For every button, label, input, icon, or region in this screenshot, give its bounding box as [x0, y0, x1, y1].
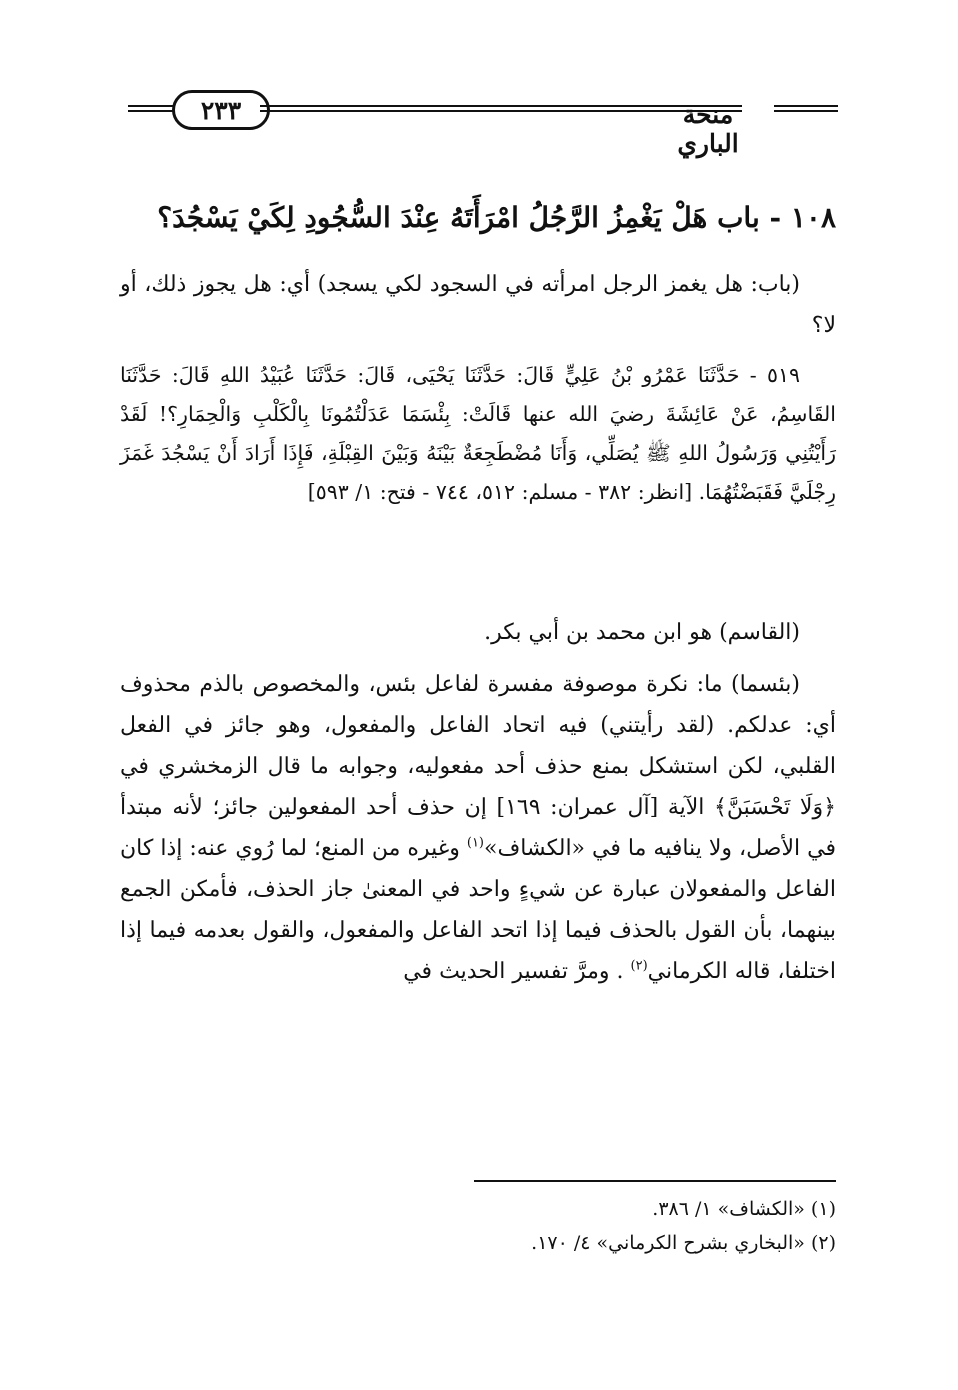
page-header [128, 90, 838, 158]
chapter-title: ١٠٨ - باب هَلْ يَغْمِزُ الرَّجُلُ امْرَأَتَهُ عِنْدَ السُّجُودِ لِكَيْ يَسْجُدَ؟ [157, 201, 836, 234]
footnote-marker-2[interactable]: (٢) [630, 958, 648, 974]
footnote-marker-1[interactable]: (١) [466, 835, 484, 851]
commentary-paragraph-1: (باب: هل يغمز الرجل امرأته في السجود لكي يسجد) أي: هل يجوز ذلك، أو لا؟ [120, 272, 836, 338]
header-rule-left [128, 105, 174, 112]
footnotes [400, 1192, 836, 1260]
footnote-2: (٢) «البخاري بشرح الكرماني» ٤/ ١٧٠. [531, 1232, 836, 1254]
page-number: ٢٣٣ [172, 90, 270, 130]
hadith-text: ٥١٩ - حَدَّثَنَا عَمْرُو بْنُ عَلِيٍّ قَالَ: حَدَّثَنَا يَحْيَى، قَالَ: حَدَّثَنَا عُبَيْدُ اللهِ قَالَ: حَدَّثَنَا القَاسِمُ، عَنْ عَائِشَةَ رضيَ الله عنها قَالَتْ: بِئْسَمَا عَدَلْتُمُونَا بِالْكَلْبِ وَالْحِمَارِ؟! لَقَدْ رَأَيْتُنِي وَرَسُولُ اللهِ ﷺ يُصَلِّي، وَأَنَا مُضْطَجِعَةٌ بَيْنَهُ وَبَيْنَ القِبْلَةِ، فَإِذَا أَرَادَ أَنْ يَسْجُدَ غَمَزَ رِجْلَيَّ فَقَبَضْتُهُمَا. [انظر: ٣٨٢ - مسلم: ٥١٢، ٧٤٤ - فتح: ١/ ٥٩٣] [120, 363, 836, 504]
commentary-paragraph-3 [120, 664, 836, 992]
header-rule-right [774, 105, 838, 112]
commentary-paragraph-2: (القاسم) هو ابن محمد بن أبي بكر. [484, 620, 800, 645]
paragraph-3-part-c: . ومرَّ تفسير الحديث في [403, 959, 631, 984]
paragraph-3-part-a: (بئسما) ما: نكرة موصوفة مفسرة لفاعل بئس، والمخصوص بالذم محذوف أي: عدلكم. (لقد رأيتني) فيه اتحاد الفاعل والمفعول، وهو جائز في الفعل القلبي، لكن استشكل بمنع حذف أحد مفعوليه، وجوابه ما قال الزمخشري في ﴿وَلَا تَحْسَبَنَّ﴾ الآية [آل عمران: ١٦٩] إن حذف أحد المفعولين جائز؛ لأنه مبتدأ في الأصل، ولا ينافيه ما في «الكشاف» [120, 672, 836, 861]
paragraph-3-part-b: وغيره من المنع؛ لما رُوي عنه: إذا كان الفاعل والمفعولان عبارة عن شيءٍ واحد في المعنىٰ جاز الحذف، فأمكن الجمع بينهما، بأن القول بالحذف فيما إذا اتحد الفاعل والمفعول، والقول بعدمه فيما إذا اختلفا، قاله الكرماني [120, 836, 836, 984]
footnote-separator [474, 1180, 836, 1182]
running-title: منحة الباري [677, 100, 739, 158]
footnote-1: (١) «الكشاف» ١/ ٣٨٦. [652, 1198, 836, 1220]
